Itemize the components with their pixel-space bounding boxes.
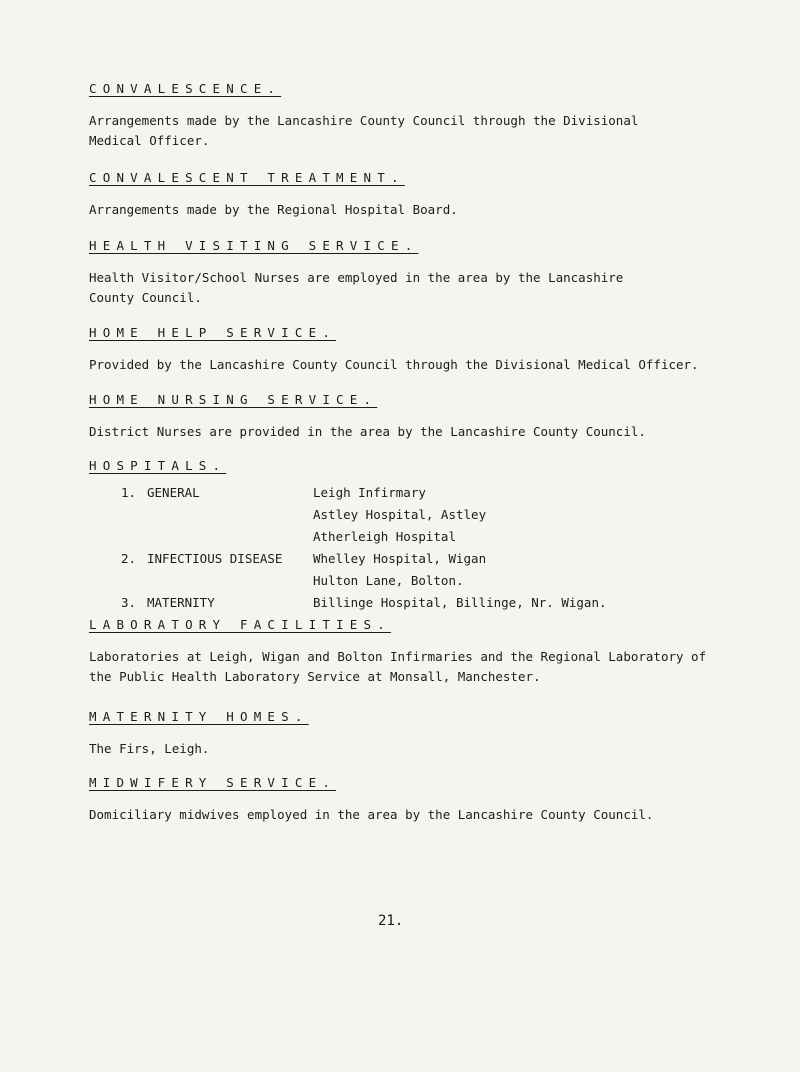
hospital-category: GENERAL <box>147 485 200 500</box>
section-heading: CONVALESCENT TREATMENT. <box>89 170 405 185</box>
section-convalescent-treatment <box>89 170 769 220</box>
section-text: District Nurses are provided in the area by the Lancashire County Council. <box>89 424 646 439</box>
hospital-place: Leigh Infirmary <box>313 485 426 500</box>
hospital-row <box>121 482 741 548</box>
hospital-category: INFECTIOUS DISEASE <box>147 551 283 566</box>
section-midwifery-service <box>89 775 769 825</box>
section-heading: LABORATORY FACILITIES. <box>89 617 391 632</box>
section-health-visiting <box>89 238 769 308</box>
hospital-places <box>313 548 741 592</box>
hospital-places <box>313 592 741 614</box>
section-heading: MATERNITY HOMES. <box>89 709 309 724</box>
section-heading: HOME HELP SERVICE. <box>89 325 337 340</box>
hospital-place: Astley Hospital, Astley <box>313 507 487 522</box>
section-text: Laboratories at Leigh, Wigan and Bolton Infirmaries and the Regional Laboratory of the Public Health Laboratory Service at Monsall, Manchester. <box>89 649 707 684</box>
section-text: Provided by the Lancashire County Council through the Divisional Medical Officer. <box>89 357 699 372</box>
hospital-place: Hulton Lane, Bolton. <box>313 573 464 588</box>
hospital-row-number: 1. <box>121 485 137 500</box>
section-home-nursing <box>89 392 769 442</box>
section-heading: MIDWIFERY SERVICE. <box>89 775 337 790</box>
hospital-row-number: 3. <box>121 595 137 610</box>
section-text: Domiciliary midwives employed in the area by the Lancashire County Council. <box>89 807 654 822</box>
hospital-place: Billinge Hospital, Billinge, Nr. Wigan. <box>313 595 607 610</box>
section-heading: HOSPITALS. <box>89 458 227 473</box>
hospital-places <box>313 482 741 548</box>
section-text: The Firs, Leigh. <box>89 741 210 756</box>
section-maternity-homes <box>89 709 769 759</box>
section-home-help <box>89 325 769 375</box>
hospital-place: Atherleigh Hospital <box>313 529 456 544</box>
section-hospitals <box>89 458 769 474</box>
section-heading: CONVALESCENCE. <box>89 81 282 96</box>
section-laboratory-facilities <box>89 617 769 687</box>
hospital-category: MATERNITY <box>147 595 215 610</box>
hospital-row <box>121 592 741 614</box>
hospitals-table <box>121 482 741 614</box>
section-heading: HEALTH VISITING SERVICE. <box>89 238 419 253</box>
page-number: 21. <box>378 913 404 929</box>
section-text: Health Visitor/School Nurses are employed in the area by the Lancashire County Council. <box>89 270 624 305</box>
hospital-row-number: 2. <box>121 551 137 566</box>
section-text: Arrangements made by the Lancashire County Council through the Divisional Medical Officer. <box>89 113 639 148</box>
hospital-row <box>121 548 741 592</box>
section-heading: HOME NURSING SERVICE. <box>89 392 378 407</box>
hospital-place: Whelley Hospital, Wigan <box>313 551 487 566</box>
section-convalescence <box>89 81 769 151</box>
section-text: Arrangements made by the Regional Hospital Board. <box>89 202 458 217</box>
